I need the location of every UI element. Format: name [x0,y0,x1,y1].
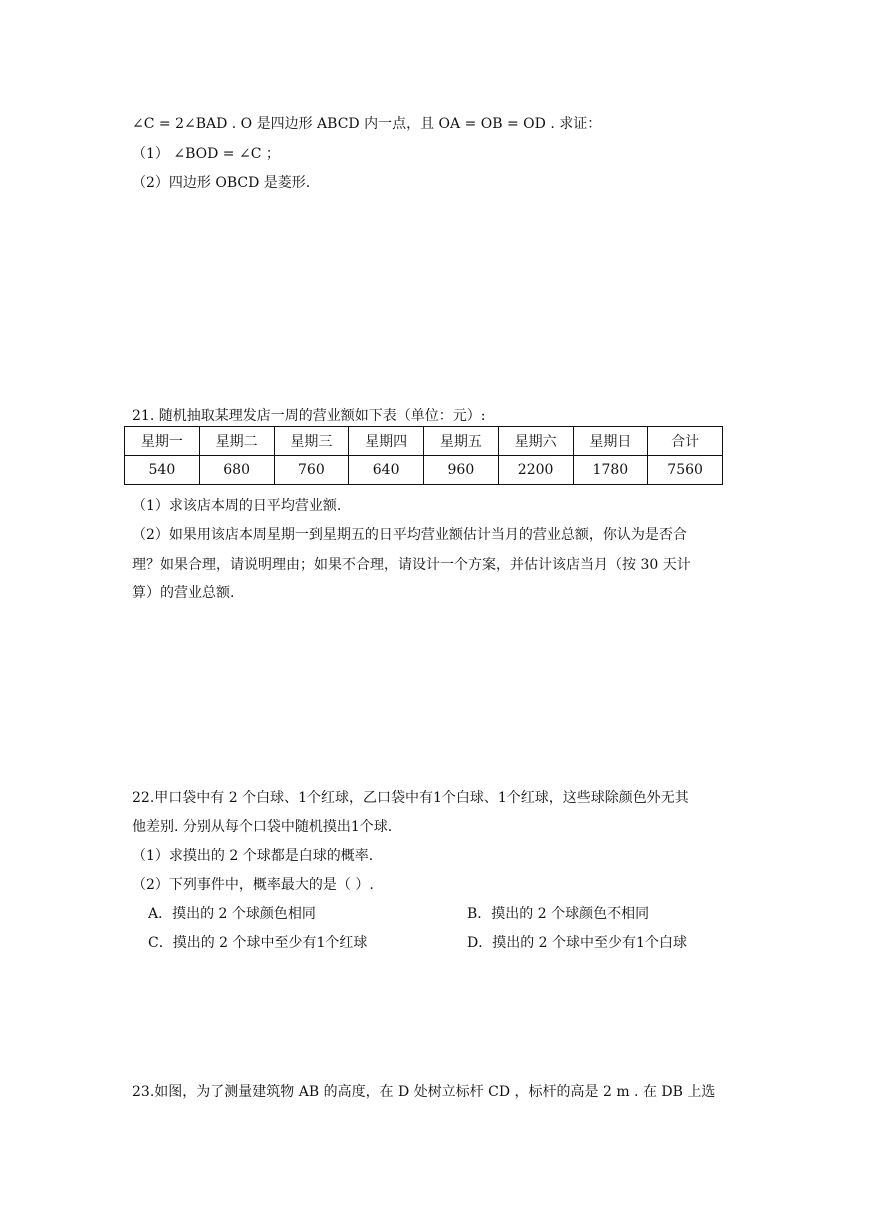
q21-part2-line1: （2）如果用该店本周星期一到星期五的日平均营业额估计当月的营业总额，你认为是否合 [132,527,687,543]
table-header-cell: 星期六 [498,427,573,456]
q21-title: 21. 随机抽取某理发店一周的营业额如下表（单位：元）: [132,408,486,424]
q22-option-d: D．摸出的 2 个球中至少有1个白球 [467,935,687,951]
table-header-row [125,427,723,456]
table-cell: 960 [424,456,499,485]
table-cell: 680 [199,456,274,485]
table-cell: 540 [125,456,200,485]
table-row [125,456,723,485]
q21-part1: （1）求该店本周的日平均营业额. [132,498,342,514]
q21-part2-line3: 算）的营业总额. [132,585,235,601]
table-header-cell: 星期一 [125,427,200,456]
q20-statement: ∠C = 2∠BAD . O 是四边形 ABCD 内一点，且 OA = OB = OD . 求证： [132,116,602,132]
table-cell: 2200 [498,456,573,485]
table-header-cell: 合计 [648,427,723,456]
table-cell: 1780 [573,456,648,485]
q21-part2-line2: 理？如果合理，请说明理由；如果不合理，请设计一个方案，并估计该店当月（按 30 天计 [132,557,691,573]
q22-statement-line1: 22.甲口袋中有 2 个白球、1个红球，乙口袋中有1个白球、1个红球，这些球除颜色外无其 [132,790,689,806]
table-header-cell: 星期二 [199,427,274,456]
q22-part2: （2）下列事件中，概率最大的是（ ）. [132,877,374,893]
q22-option-a: A．摸出的 2 个球颜色相同 [148,906,316,922]
q22-option-b: B．摸出的 2 个球颜色不相同 [467,906,650,922]
q22-statement-line2: 他差别. 分别从每个口袋中随机摸出1个球. [132,819,393,835]
table-cell: 7560 [648,456,723,485]
q20-part1: （1） ∠BOD = ∠C ； [132,146,280,162]
table-header-cell: 星期三 [274,427,349,456]
table-cell: 640 [349,456,424,485]
table-cell: 760 [274,456,349,485]
q20-part2: （2）四边形 OBCD 是菱形. [132,175,311,191]
q22-option-c: C．摸出的 2 个球中至少有1个红球 [148,935,368,951]
table-header-cell: 星期日 [573,427,648,456]
q23-statement-line1: 23.如图，为了测量建筑物 AB 的高度，在 D 处树立标杆 CD ，标杆的高是 2 m . 在 DB 上选 [132,1084,716,1100]
table-header-cell: 星期五 [424,427,499,456]
revenue-table [124,426,723,485]
q22-part1: （1）求摸出的 2 个球都是白球的概率. [132,848,374,864]
table-header-cell: 星期四 [349,427,424,456]
